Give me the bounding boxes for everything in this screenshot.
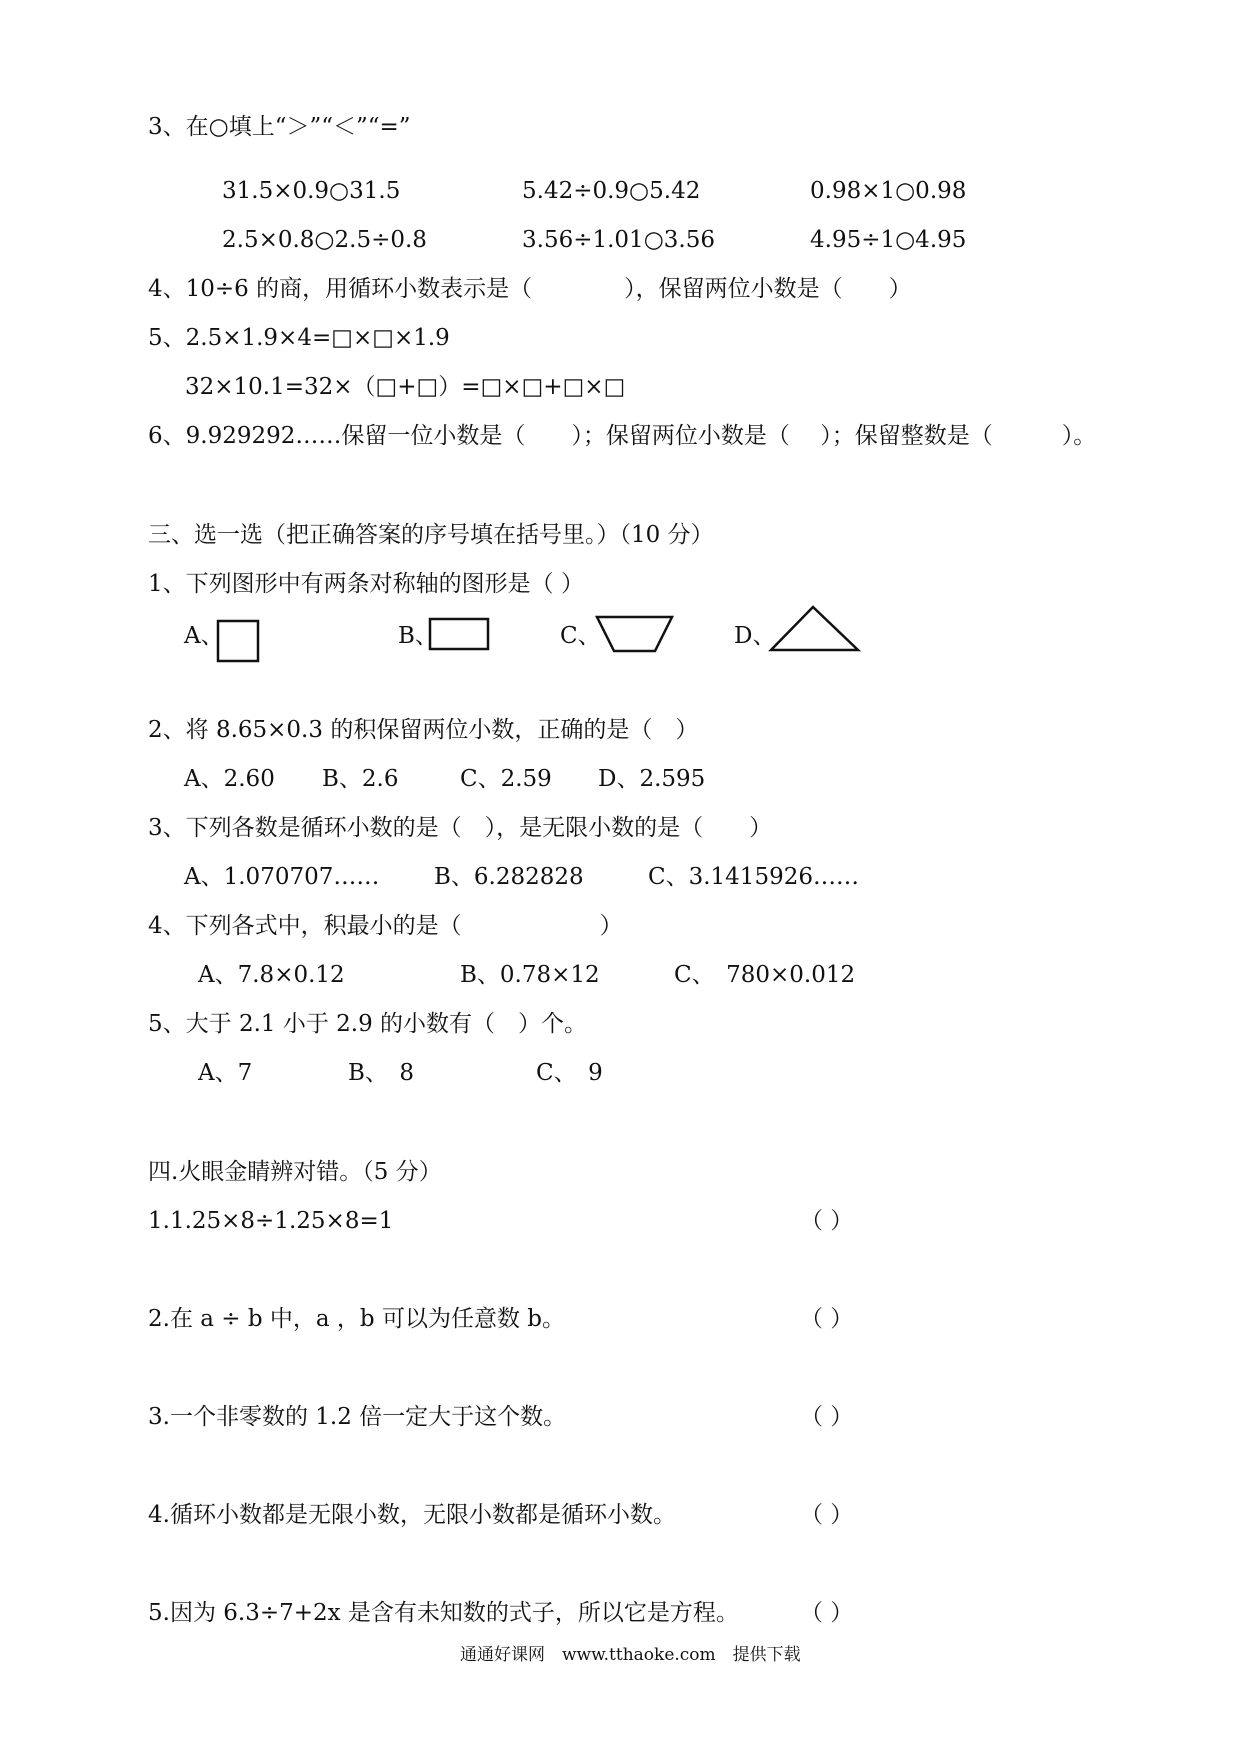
q6-fill-text: 6、9.929292……保留一位小数是（ ）；保留两位小数是（ ）；保留整数是（ ）。 — [148, 423, 1097, 449]
s3-q1-option-a: A、 — [184, 623, 224, 649]
s3-q4-option-c: C、 780×0.012 — [674, 962, 856, 988]
page-footer: 通通好课网 www.tthaoke.com 提供下载 — [460, 1645, 801, 1665]
s3-q2-option-c: C、2.59 — [460, 766, 552, 792]
s4-item1-blank: （ ） — [800, 1208, 854, 1234]
q3-fill-row1-item2: 5.42÷0.9○5.42 — [522, 178, 701, 204]
q4-fill-text: 4、10÷6 的商，用循环小数表示是（ ），保留两位小数是（ ） — [148, 276, 912, 302]
s3-q4-option-a: A、7.8×0.12 — [198, 962, 345, 988]
s3-q3-option-a: A、1.070707…… — [184, 864, 380, 890]
q3-fill-row2-item3: 4.95÷1○4.95 — [810, 227, 967, 253]
s4-item5-blank: （ ） — [800, 1600, 854, 1626]
s3-q2-option-d: D、2.595 — [598, 766, 706, 792]
rectangle-shape — [428, 617, 492, 653]
q5-fill-line1: 5、2.5×1.9×4=□×□×1.9 — [148, 325, 450, 351]
s4-item2-blank: （ ） — [800, 1306, 854, 1332]
section4-heading: 四.火眼金睛辨对错。（5 分） — [148, 1159, 442, 1185]
s3-q1-option-b: B、 — [398, 623, 438, 649]
s3-q2-option-a: A、2.60 — [184, 766, 275, 792]
q3-fill-title: 3、在○填上“＞”“＜”“=” — [148, 114, 411, 140]
s3-q3-option-b: B、6.282828 — [434, 864, 584, 890]
s4-item4-text: 4.循环小数都是无限小数，无限小数都是循环小数。 — [148, 1502, 676, 1528]
square-shape — [216, 619, 262, 665]
s4-item1-text: 1.1.25×8÷1.25×8=1 — [148, 1208, 394, 1234]
s3-q2-text: 2、将 8.65×0.3 的积保留两位小数，正确的是（ ） — [148, 717, 699, 743]
s3-q2-option-b: B、2.6 — [322, 766, 399, 792]
section3-heading: 三、选一选（把正确答案的序号填在括号里。）（10 分） — [148, 522, 714, 548]
s3-q4-option-b: B、0.78×12 — [460, 962, 600, 988]
s4-item4-blank: （ ） — [800, 1502, 854, 1528]
s3-q4-text: 4、下列各式中，积最小的是（ ） — [148, 913, 623, 939]
q3-fill-row1-item3: 0.98×1○0.98 — [810, 178, 967, 204]
s3-q3-option-c: C、3.1415926…… — [648, 864, 859, 890]
s4-item3-blank: （ ） — [800, 1404, 854, 1430]
q3-fill-row2-item2: 3.56÷1.01○3.56 — [522, 227, 715, 253]
s4-item2-text: 2.在 a ÷ b 中，a ，b 可以为任意数 b。 — [148, 1306, 565, 1332]
s3-q1-option-d: D、 — [734, 623, 776, 649]
s3-q5-option-a: A、7 — [198, 1060, 253, 1086]
s4-item5-text: 5.因为 6.3÷7+2x 是含有未知数的式子，所以它是方程。 — [148, 1600, 739, 1626]
trapezoid-shape — [594, 614, 676, 656]
s4-item3-text: 3.一个非零数的 1.2 倍一定大于这个数。 — [148, 1404, 567, 1430]
q5-fill-line2: 32×10.1=32×（□+□）=□×□+□×□ — [185, 374, 626, 400]
s3-q5-text: 5、大于 2.1 小于 2.9 的小数有（ ）个。 — [148, 1011, 588, 1037]
s3-q5-option-c: C、 9 — [536, 1060, 603, 1086]
s3-q5-option-b: B、 8 — [348, 1060, 415, 1086]
q3-fill-row2-item1: 2.5×0.8○2.5÷0.8 — [222, 227, 427, 253]
triangle-shape — [768, 604, 862, 654]
s3-q1-text: 1、下列图形中有两条对称轴的图形是（ ） — [148, 571, 584, 597]
s3-q1-option-c: C、 — [560, 623, 601, 649]
s3-q3-text: 3、下列各数是循环小数的是（ ），是无限小数的是（ ） — [148, 815, 773, 841]
q3-fill-row1-item1: 31.5×0.9○31.5 — [222, 178, 401, 204]
